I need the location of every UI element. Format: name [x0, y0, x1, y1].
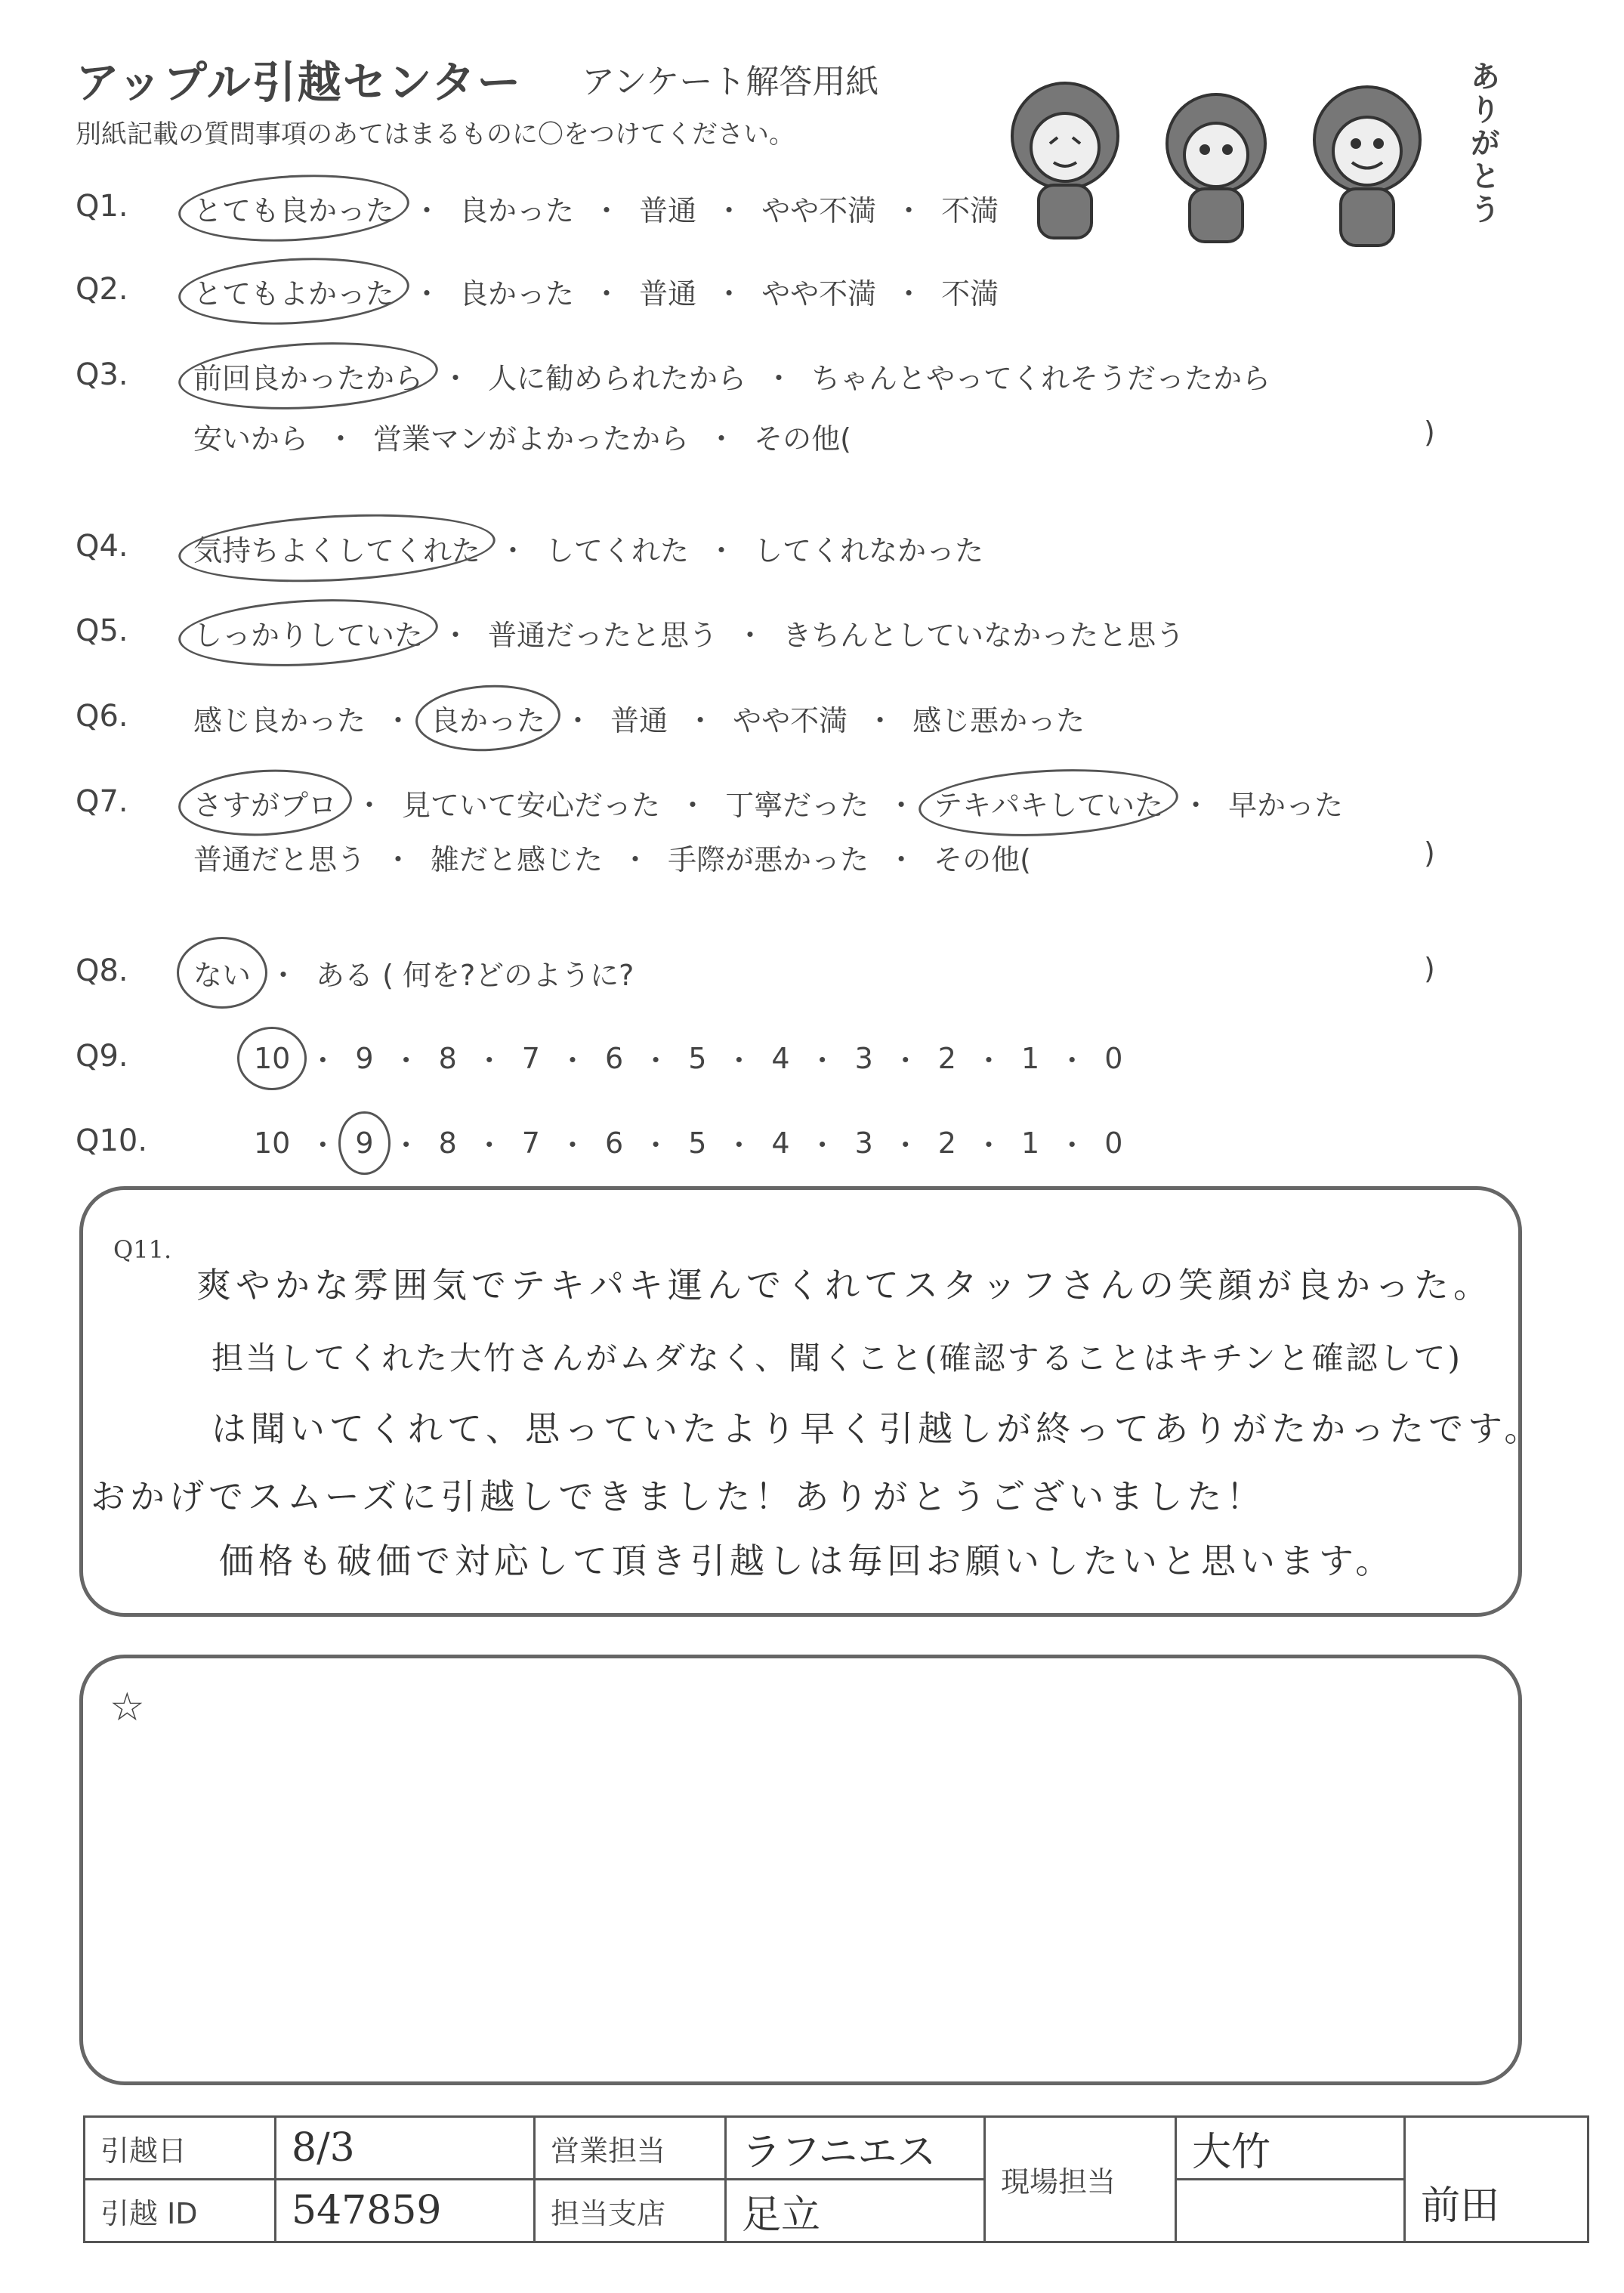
- q1-label: Q1.: [76, 189, 128, 224]
- q5-option-1[interactable]: しっかりしていた: [189, 612, 428, 654]
- q9-option-2[interactable]: 2: [937, 1041, 956, 1075]
- q5-option-2[interactable]: 普通だったと思う: [488, 619, 718, 652]
- q6-option-1[interactable]: 感じ良かった: [193, 704, 366, 737]
- q3-option-1[interactable]: 前回良かったから: [189, 355, 428, 397]
- q9-option-6[interactable]: 6: [604, 1041, 624, 1075]
- q10-option-2[interactable]: 2: [937, 1126, 956, 1160]
- q9-option-3[interactable]: 3: [854, 1041, 873, 1075]
- q8-label: Q8.: [76, 953, 128, 988]
- footer-info-table: [83, 2115, 1589, 2243]
- q8-options: ない ・ ある ( 何を?どのように?: [189, 952, 638, 994]
- q6-option-4[interactable]: やや不満: [733, 704, 848, 737]
- q10-option-8[interactable]: 8: [438, 1126, 457, 1160]
- q9-option-4[interactable]: 4: [771, 1041, 790, 1075]
- q10-option-0[interactable]: 0: [1104, 1126, 1123, 1160]
- q10-option-4[interactable]: 4: [771, 1126, 790, 1160]
- q9-option-0[interactable]: 0: [1104, 1041, 1123, 1075]
- q11-comment-box[interactable]: [79, 1186, 1544, 1617]
- move-date-value[interactable]: 8/3: [276, 2117, 535, 2180]
- q9-label: Q9.: [76, 1039, 128, 1074]
- q4-option-3[interactable]: してくれなかった: [754, 534, 984, 567]
- q3-label: Q3.: [76, 357, 128, 392]
- q3-close-paren: ): [1424, 416, 1435, 449]
- q10-scale: 10 ・ 9 ・ 8 ・ 7 ・ 6 ・ 5 ・ 4 ・ 3 ・ 2 ・ 1 ・ 0: [249, 1122, 1127, 1163]
- move-id-label: 引越 ID: [85, 2180, 276, 2242]
- q2-option-4[interactable]: やや不満: [761, 277, 877, 311]
- q4-label: Q4.: [76, 529, 128, 564]
- q6-option-3[interactable]: 普通: [610, 704, 668, 737]
- q11-line-4: おかげでスムーズに引越しできました！ありがとうございました！: [91, 1476, 1266, 1517]
- q11-label: Q11.: [113, 1235, 172, 1264]
- q11-line-1: 爽やかな雰囲気でテキパキ運んでくれてスタッフさんの笑顔が良かった。: [196, 1265, 1493, 1306]
- q11-line-5: 価格も破価で対応して頂き引越しは毎回お願いしたいと思います。: [219, 1541, 1395, 1581]
- q3-option-5[interactable]: 営業マンがよかったから: [373, 422, 690, 456]
- q4-options: 気持ちよくしてくれた ・ してくれた ・ してくれなかった: [189, 527, 988, 569]
- q7-option-8[interactable]: 手際が悪かった: [668, 843, 869, 876]
- site-staff-value-1[interactable]: 大竹: [1176, 2117, 1405, 2180]
- q6-option-5[interactable]: 感じ悪かった: [912, 704, 1085, 737]
- site-staff-value-2: 前田: [1421, 2183, 1500, 2229]
- q7-option-2[interactable]: 見ていて安心だった: [402, 789, 661, 822]
- q9-option-9[interactable]: 9: [355, 1041, 374, 1075]
- q7-option-7[interactable]: 雑だと感じた: [431, 843, 604, 876]
- instruction-text: 別紙記載の質問事項のあてはまるものに〇をつけてください。: [76, 119, 795, 150]
- q10-option-6[interactable]: 6: [604, 1126, 624, 1160]
- q1-option-1[interactable]: とても良かった: [189, 187, 399, 229]
- q4-option-2[interactable]: してくれた: [545, 534, 690, 567]
- q7-option-other[interactable]: その他(: [934, 843, 1031, 876]
- q3-option-other[interactable]: その他(: [754, 422, 851, 456]
- q3-option-2[interactable]: 人に勧められたから: [488, 362, 747, 395]
- q10-option-3[interactable]: 3: [854, 1126, 873, 1160]
- q10-option-1[interactable]: 1: [1021, 1126, 1040, 1160]
- q9-scale: 10 ・ 9 ・ 8 ・ 7 ・ 6 ・ 5 ・ 4 ・ 3 ・ 2 ・ 1 ・ 0: [249, 1037, 1127, 1079]
- move-id-value[interactable]: 547859: [276, 2180, 535, 2242]
- q7-label: Q7.: [76, 784, 128, 819]
- q1-options: とても良かった ・ 良かった ・ 普通 ・ やや不満 ・ 不満: [189, 187, 1003, 229]
- q6-label: Q6.: [76, 699, 128, 734]
- q2-options: とてもよかった ・ 良かった ・ 普通 ・ やや不満 ・ 不満: [189, 270, 1003, 312]
- q10-option-7[interactable]: 7: [521, 1126, 540, 1160]
- q7-option-3[interactable]: 丁寧だった: [725, 789, 869, 822]
- q11-line-3: は聞いてくれて、思っていたより早く引越しが終ってありがたかったです。: [211, 1408, 1544, 1449]
- q7-option-6[interactable]: 普通だと思う: [193, 843, 366, 876]
- q3-option-4[interactable]: 安いから: [193, 422, 309, 456]
- site-staff-empty-cell[interactable]: [1176, 2180, 1405, 2242]
- sales-value[interactable]: ラフニエス: [726, 2117, 985, 2180]
- q3-options-line1: 前回良かったから ・ 人に勧められたから ・ ちゃんとやってくれそうだったから: [189, 355, 1275, 397]
- q7-options-line2: 普通だと思う ・ 雑だと感じた ・ 手際が悪かった ・ その他(: [189, 836, 1036, 878]
- site-staff-value-2-cell[interactable]: [1405, 2117, 1588, 2242]
- q5-options: しっかりしていた ・ 普通だったと思う ・ きちんとしていなかったと思う: [189, 612, 1189, 654]
- form-title: アップル引越センター: [76, 57, 523, 108]
- q10-option-9[interactable]: 9: [350, 1126, 378, 1160]
- thanks-text: ありがとう: [1465, 60, 1500, 227]
- star-icon: ☆: [110, 1685, 145, 1730]
- q5-option-3[interactable]: きちんとしていなかったと思う: [783, 619, 1185, 652]
- q2-label: Q2.: [76, 272, 128, 307]
- q10-option-5[interactable]: 5: [688, 1126, 707, 1160]
- q2-option-2[interactable]: 良かった: [459, 277, 575, 311]
- q2-option-3[interactable]: 普通: [639, 277, 697, 311]
- q7-option-5[interactable]: 早かった: [1228, 789, 1344, 822]
- q11-line-2: 担当してくれた大竹さんがムダなく、聞くこと(確認することはキチンと確認して): [211, 1340, 1462, 1377]
- move-date-label: 引越日: [85, 2117, 276, 2180]
- q2-option-5[interactable]: 不満: [941, 277, 999, 311]
- q3-options-line2: 安いから ・ 営業マンがよかったから ・ その他(: [189, 416, 856, 457]
- q7-close-paren: ): [1424, 836, 1435, 870]
- q9-option-10[interactable]: 10: [249, 1042, 295, 1075]
- q5-label: Q5.: [76, 613, 128, 648]
- q10-option-10[interactable]: 10: [254, 1126, 291, 1160]
- site-staff-label: 現場担当: [985, 2117, 1176, 2242]
- q8-option-yes[interactable]: ある ( 何を?どのように?: [316, 959, 634, 992]
- sales-label: 営業担当: [535, 2117, 726, 2180]
- q3-option-3[interactable]: ちゃんとやってくれそうだったから: [811, 362, 1271, 395]
- q1-option-4[interactable]: やや不満: [761, 194, 877, 227]
- branch-label: 担当支店: [535, 2180, 726, 2242]
- q9-option-8[interactable]: 8: [438, 1041, 457, 1075]
- q7-option-1[interactable]: さすがプロ: [189, 782, 341, 824]
- form-subtitle: アンケート解答用紙: [582, 63, 879, 101]
- q7-options-line1: さすがプロ ・ 見ていて安心だった ・ 丁寧だった ・ テキパキしていた ・ 早かった: [189, 782, 1348, 824]
- q10-label: Q10.: [76, 1123, 148, 1158]
- q9-option-1[interactable]: 1: [1021, 1041, 1040, 1075]
- q9-option-5[interactable]: 5: [688, 1041, 707, 1075]
- q9-option-7[interactable]: 7: [521, 1041, 540, 1075]
- q1-option-3[interactable]: 普通: [639, 194, 697, 227]
- q6-option-2[interactable]: 良かった: [426, 697, 550, 739]
- staff-notes-box[interactable]: [79, 1655, 1522, 2085]
- q8-close-paren: ): [1424, 952, 1435, 985]
- q4-option-1[interactable]: 気持ちよくしてくれた: [189, 527, 485, 569]
- q2-option-1[interactable]: とてもよかった: [189, 270, 399, 312]
- q7-option-4[interactable]: テキパキしていた: [929, 782, 1168, 824]
- branch-value[interactable]: 足立: [726, 2180, 985, 2242]
- monkey-mascots-illustration: [990, 38, 1518, 249]
- q8-option-no[interactable]: ない: [189, 952, 255, 994]
- q1-option-5[interactable]: 不満: [941, 194, 999, 227]
- q1-option-2[interactable]: 良かった: [459, 194, 575, 227]
- q6-options: 感じ良かった ・ 良かった ・ 普通 ・ やや不満 ・ 感じ悪かった: [189, 697, 1089, 739]
